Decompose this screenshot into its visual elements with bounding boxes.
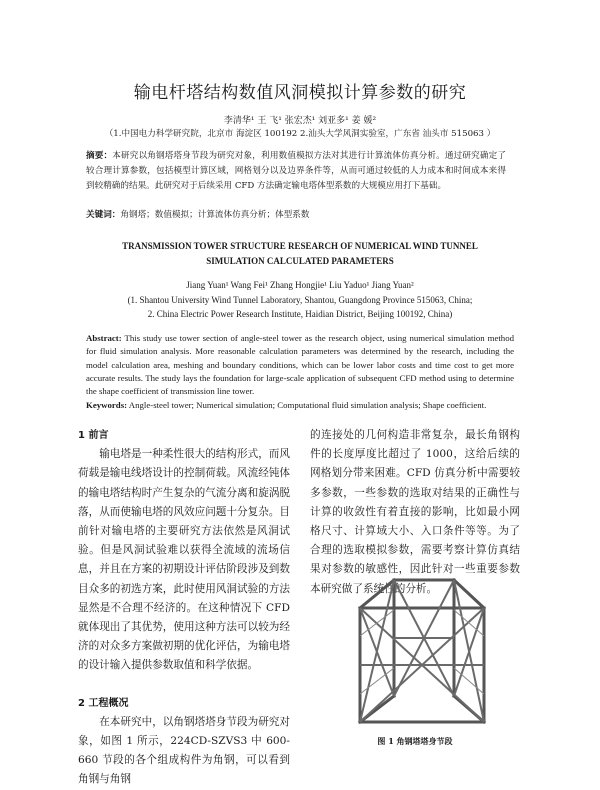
abstract-label-cn: 摘要： bbox=[86, 151, 113, 161]
abstract-label-en: Abstract: bbox=[86, 333, 122, 343]
affiliation-en-2: 2. China Electric Power Research Institute, Haidian District, Beijing 100192, China) bbox=[147, 309, 453, 319]
body-left-column bbox=[78, 426, 290, 790]
keywords-label-en: Keywords: bbox=[86, 400, 128, 410]
paper-title-cn: 输电杆塔结构数值风洞模拟计算参数的研究 bbox=[133, 83, 467, 103]
abstract-text-cn: 本研究以角钢塔塔身节段为研究对象，利用数值模拟方法对其进行计算流体仿真分析。通过研究确定了较合理计算参数，包括模型计算区域，网格划分以及边界条件等，从而可通过较低的人力成本和时间成本来得到较精确的结果。此研究对于后续采用 CFD 方法确定输电塔体型系数的大规模应用打下基础。 bbox=[86, 151, 506, 191]
abstract-cn bbox=[86, 149, 506, 194]
tower-section-figure bbox=[336, 572, 514, 728]
authors-en: Jiang Yuan¹ Wang Fei¹ Zhang Hongjie¹ Liu Yaduo¹ Jiang Yuan² bbox=[186, 280, 414, 290]
affiliation-en-1: (1. Shantou University Wind Tunnel Laboratory, Shantou, Guangdong Province 515063, China; bbox=[127, 295, 473, 305]
keywords-cn bbox=[86, 208, 506, 220]
title-en-line2: SIMULATION CALCULATED PARAMETERS bbox=[206, 256, 394, 266]
keywords-en bbox=[86, 400, 514, 410]
section-1-paragraph: 输电塔是一种柔性很大的结构形式，而风荷载是输电线塔设计的控制荷载。风流经钝体的输电塔结构时产生复杂的气流分离和旋涡脱落，从而使输电塔的风效应问题十分复杂。目前针对输电塔的主要研究方法依然是风洞试验。但是风洞试验难以获得全流域的流场信息，并且在方案的初期设计评估阶段涉及到数目众多的初选方案，此时使用风洞试验的方法显然是不合理不经济的。在这种情况下 CFD 就体现出了其优势，使用这种方法可以较为经济的对众多方案做初期的优化评估，为输电塔的设计输入提供参数取值和科学依据。 bbox=[78, 448, 290, 672]
figure-1-caption: 图 1 角钢塔塔身节段 bbox=[377, 736, 453, 746]
section-2-heading: 2 工程概况 bbox=[78, 697, 129, 709]
affiliation-cn: （1.中国电力科学研究院，北京市 海淀区 100192 2.汕头大学风洞实验室，广东省 汕头市 515063 ） bbox=[104, 129, 496, 139]
keywords-label-cn: 关键词： bbox=[86, 210, 121, 220]
paper-title-en bbox=[0, 239, 600, 269]
keywords-text-cn: 角钢塔；数值模拟；计算流体仿真分析；体型系数 bbox=[120, 210, 310, 220]
title-en-line1: TRANSMISSION TOWER STRUCTURE RESEARCH OF NUMERICAL WIND TUNNEL bbox=[122, 241, 478, 251]
keywords-text-en: Angle-steel tower; Numerical simulation; Computational fluid simulation analysis; Shape coefficient. bbox=[128, 400, 487, 410]
authors-cn: 李清华¹ 王 飞¹ 张宏杰¹ 刘亚多¹ 姜 媛² bbox=[223, 116, 377, 126]
section-2-continued-paragraph: 的连接处的几何构造非常复杂，最长角钢构件的长度厚度比超过了 1000，这给后续的网格划分带来困难。CFD 仿真分析中需要较多参数，一些参数的选取对结果的正确性与计算的收敛性有着直接的影响，比如最小网格尺寸、计算域大小、入口条件等等。为了合理的选取模拟参数，需要考察计算仿真结果对参数的敏感性，因此针对一些重要参数本研究做了系统性的分析。 bbox=[310, 429, 520, 595]
abstract-text-en: This study use tower section of angle-steel tower as the research object, using numerical simulation method for fluid simulation analysis. More reasonable calculation parameters was determined by the research, including the model calculation area, meshing and boundary conditions, which can be lower labor costs and time cost to get more accurate results. The study lays the foundation for large-scale application of subsequent CFD method using to determine the shape coefficient of transmission line tower. bbox=[86, 333, 514, 397]
section-2-paragraph: 在本研究中，以角钢塔塔身节段为研究对象，如图 1 所示，224CD-SZVS3 中 600-660 节段的各个组成构件为角钢，可以看到角钢与角钢 bbox=[78, 715, 290, 786]
abstract-en bbox=[86, 332, 514, 398]
section-1-heading: 1 前言 bbox=[78, 430, 109, 441]
